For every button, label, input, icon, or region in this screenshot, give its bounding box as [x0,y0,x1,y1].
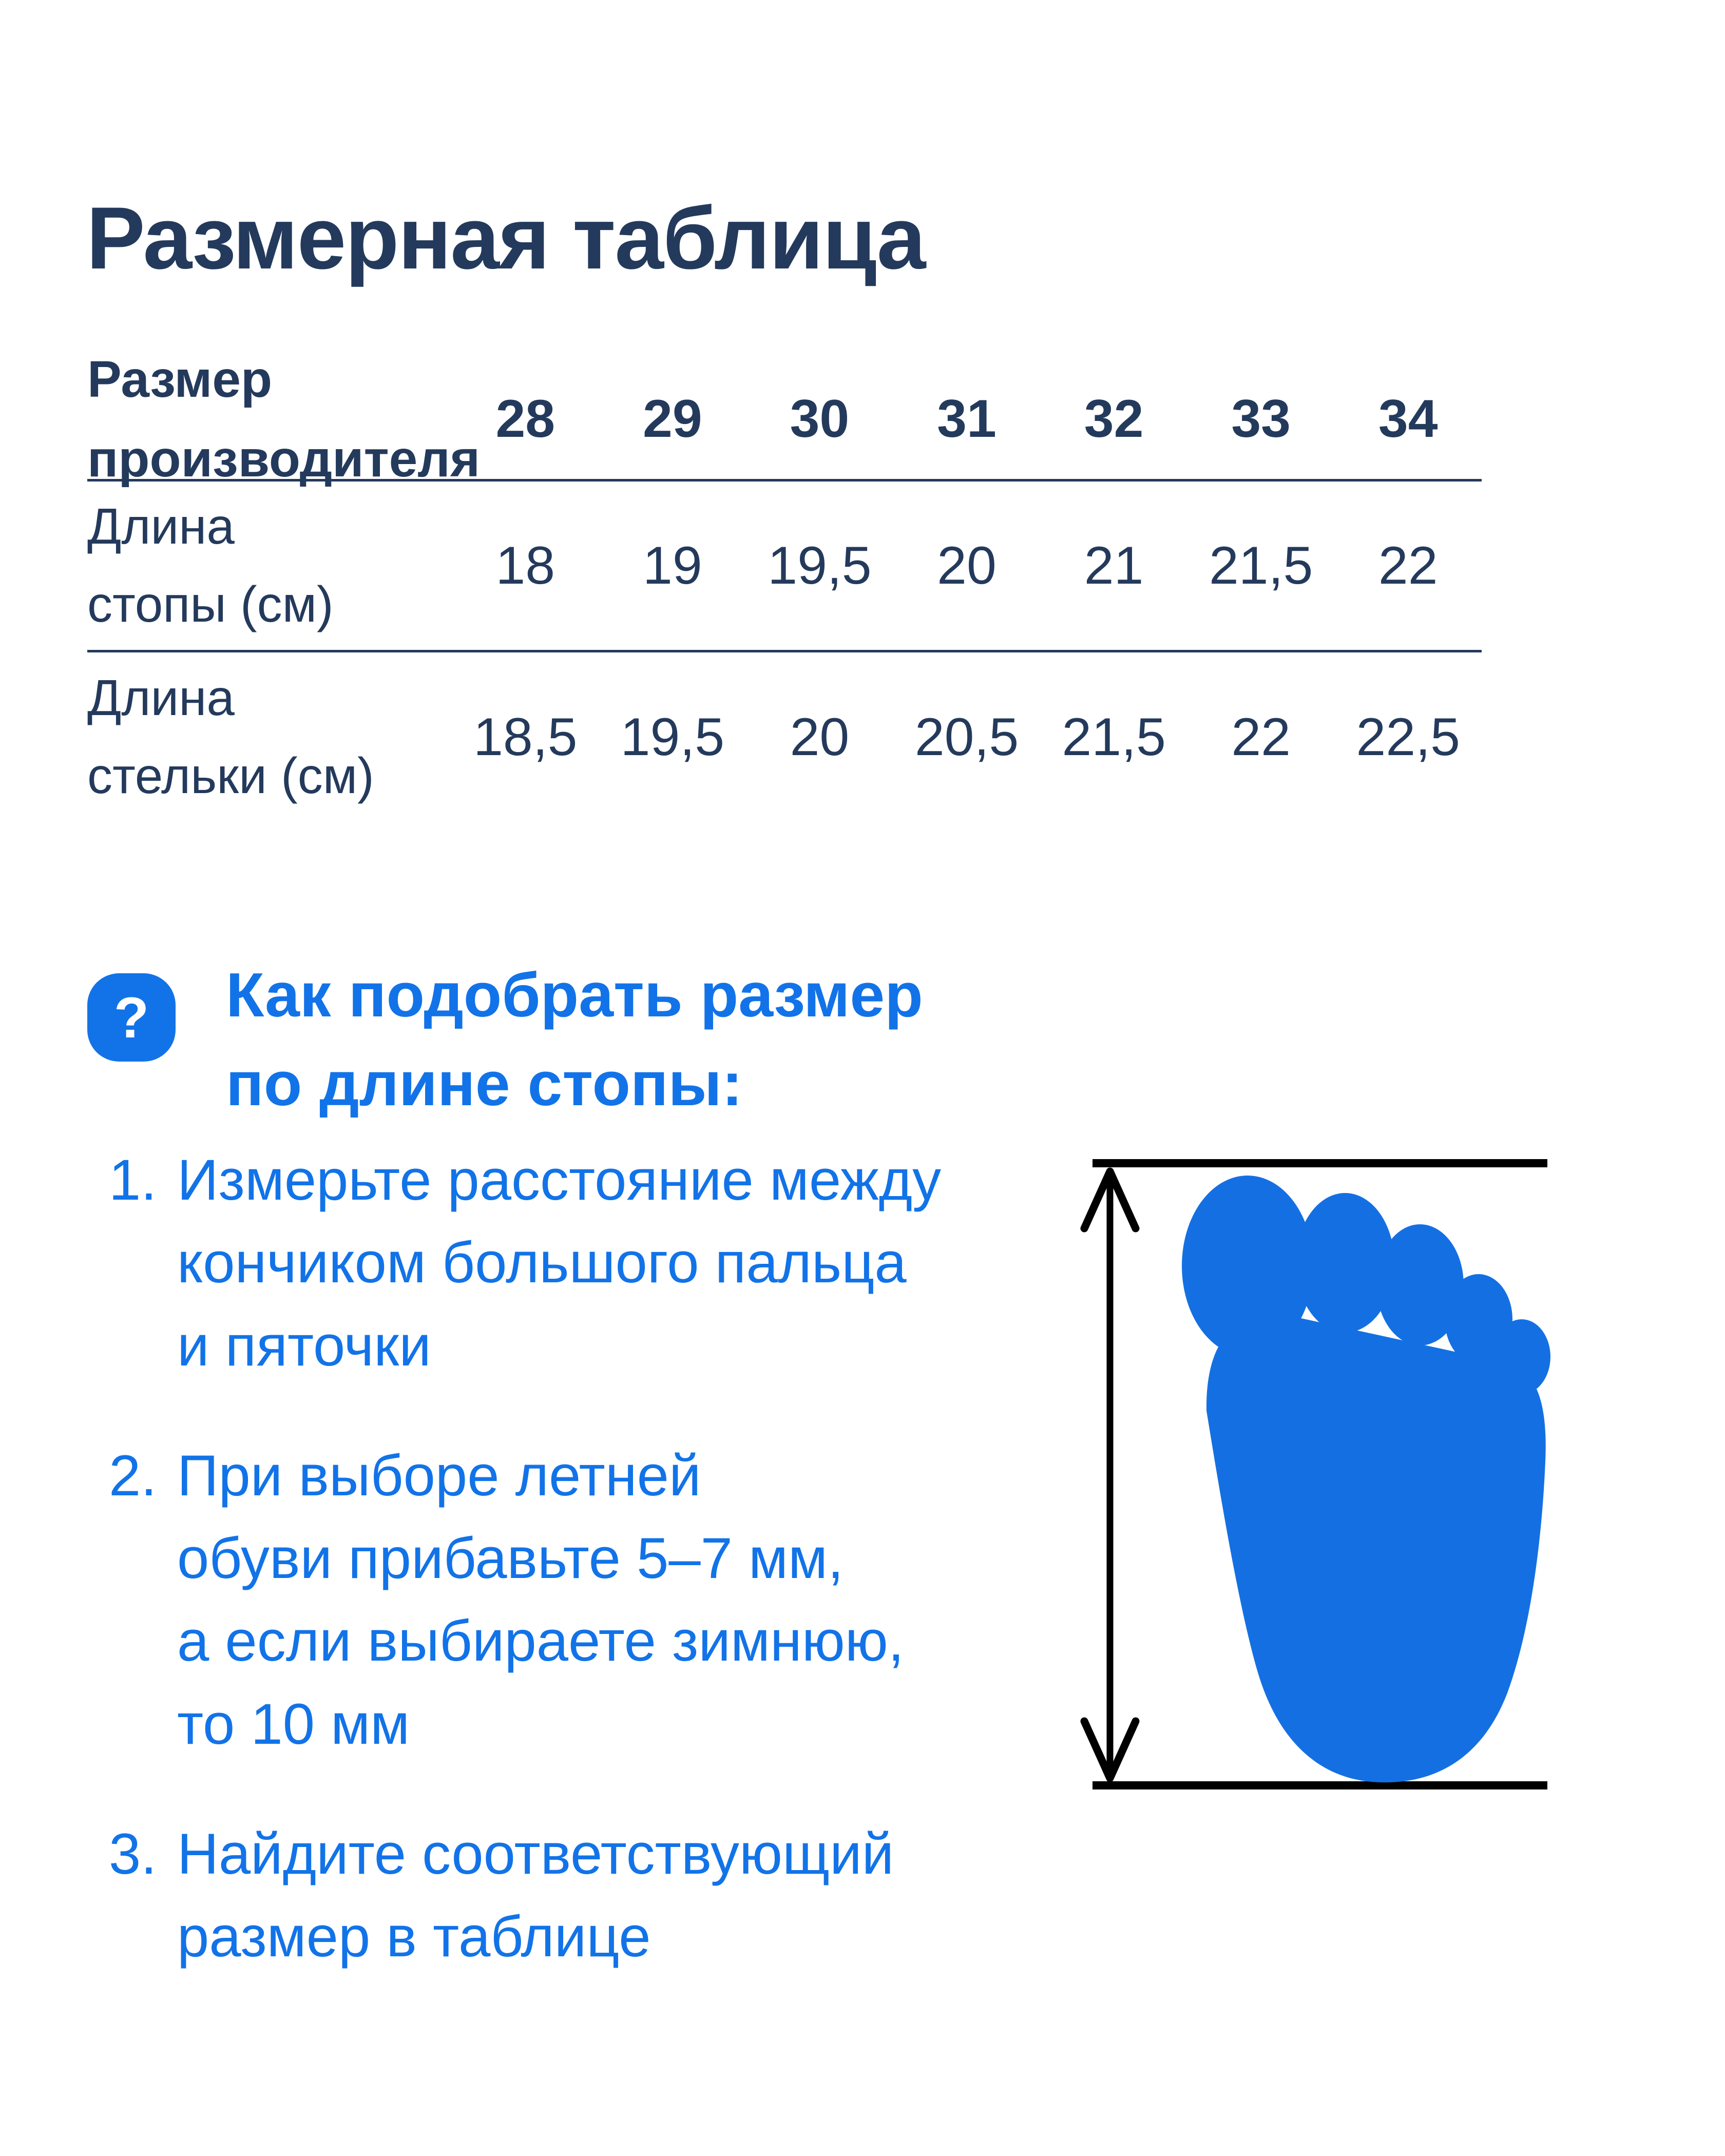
step-text-line: и пяточки [177,1313,431,1378]
page-title: Размерная таблица [86,189,925,288]
step-item-2 [87,1434,1022,1765]
step-text-line: то 10 мм [177,1691,410,1756]
cell-value: 19 [643,535,702,595]
howto-heading [226,951,923,1128]
cell-value: 22 [1378,535,1438,595]
step-number: 2. [109,1443,157,1508]
cell-value: 22 [1231,707,1291,767]
step-text-line: а если выбираете зимнюю, [177,1609,904,1673]
howto-steps [87,1139,1022,2025]
table-row-insole-length [87,652,1482,822]
step-number: 3. [109,1821,157,1886]
cell-value: 20 [937,535,996,595]
step-text-line: При выборе летней [177,1443,701,1508]
size-column-header: 33 [1231,389,1291,449]
foot-measurement-figure [1077,1144,1562,1804]
cell-value: 21,5 [1062,707,1166,767]
measure-arrow-icon [1084,1171,1136,1778]
cell-value: 21 [1084,535,1144,595]
header-label [87,340,481,499]
step-item-1 [87,1139,1022,1387]
step-text-line: кончиком большого пальца [177,1230,907,1295]
row-label [87,659,452,815]
cell-value: 21,5 [1209,535,1313,595]
step-number: 1. [109,1148,157,1212]
size-column-header: 32 [1084,389,1144,449]
cell-value: 19,5 [620,707,725,767]
step-text [177,1139,1022,1387]
cell-value: 18 [495,535,555,595]
howto-heading-line1: Как подобрать размер [226,960,923,1030]
step-text-line: обуви прибавьте 5–7 мм, [177,1526,844,1591]
cell-value: 19,5 [768,535,872,595]
cell-value: 22,5 [1356,707,1460,767]
size-table [87,350,1482,822]
footprint-icon [1182,1176,1550,1782]
row-label-line1: Длина [87,669,235,726]
step-text [177,1813,1022,1978]
question-glyph: ? [113,985,149,1050]
step-item-3 [87,1813,1022,1978]
step-text [177,1434,1022,1765]
table-header-row [87,350,1482,488]
cell-value: 18,5 [473,707,578,767]
row-label-line2: стопы (см) [87,576,334,632]
step-text-line: Найдите соответствующий [177,1821,894,1886]
size-column-header: 34 [1378,389,1438,449]
cell-value: 20,5 [914,707,1019,767]
step-text-line: Измерьте расстояние между [177,1148,942,1212]
row-label [87,488,452,644]
size-column-header: 29 [643,389,702,449]
size-column-header: 31 [937,389,996,449]
size-column-header: 30 [790,389,850,449]
header-label-line2: производителя [87,430,481,488]
step-text-line: размер в таблице [177,1904,651,1969]
cell-value: 20 [790,707,850,767]
size-column-header: 28 [495,389,555,449]
question-mark-icon [87,973,176,1062]
row-label-line2: стельки (см) [87,747,374,804]
header-label-line1: Размер [87,350,273,408]
row-label-line1: Длина [87,498,235,555]
howto-heading-line2: по длине стопы: [226,1049,743,1119]
table-row-foot-length [87,482,1482,652]
